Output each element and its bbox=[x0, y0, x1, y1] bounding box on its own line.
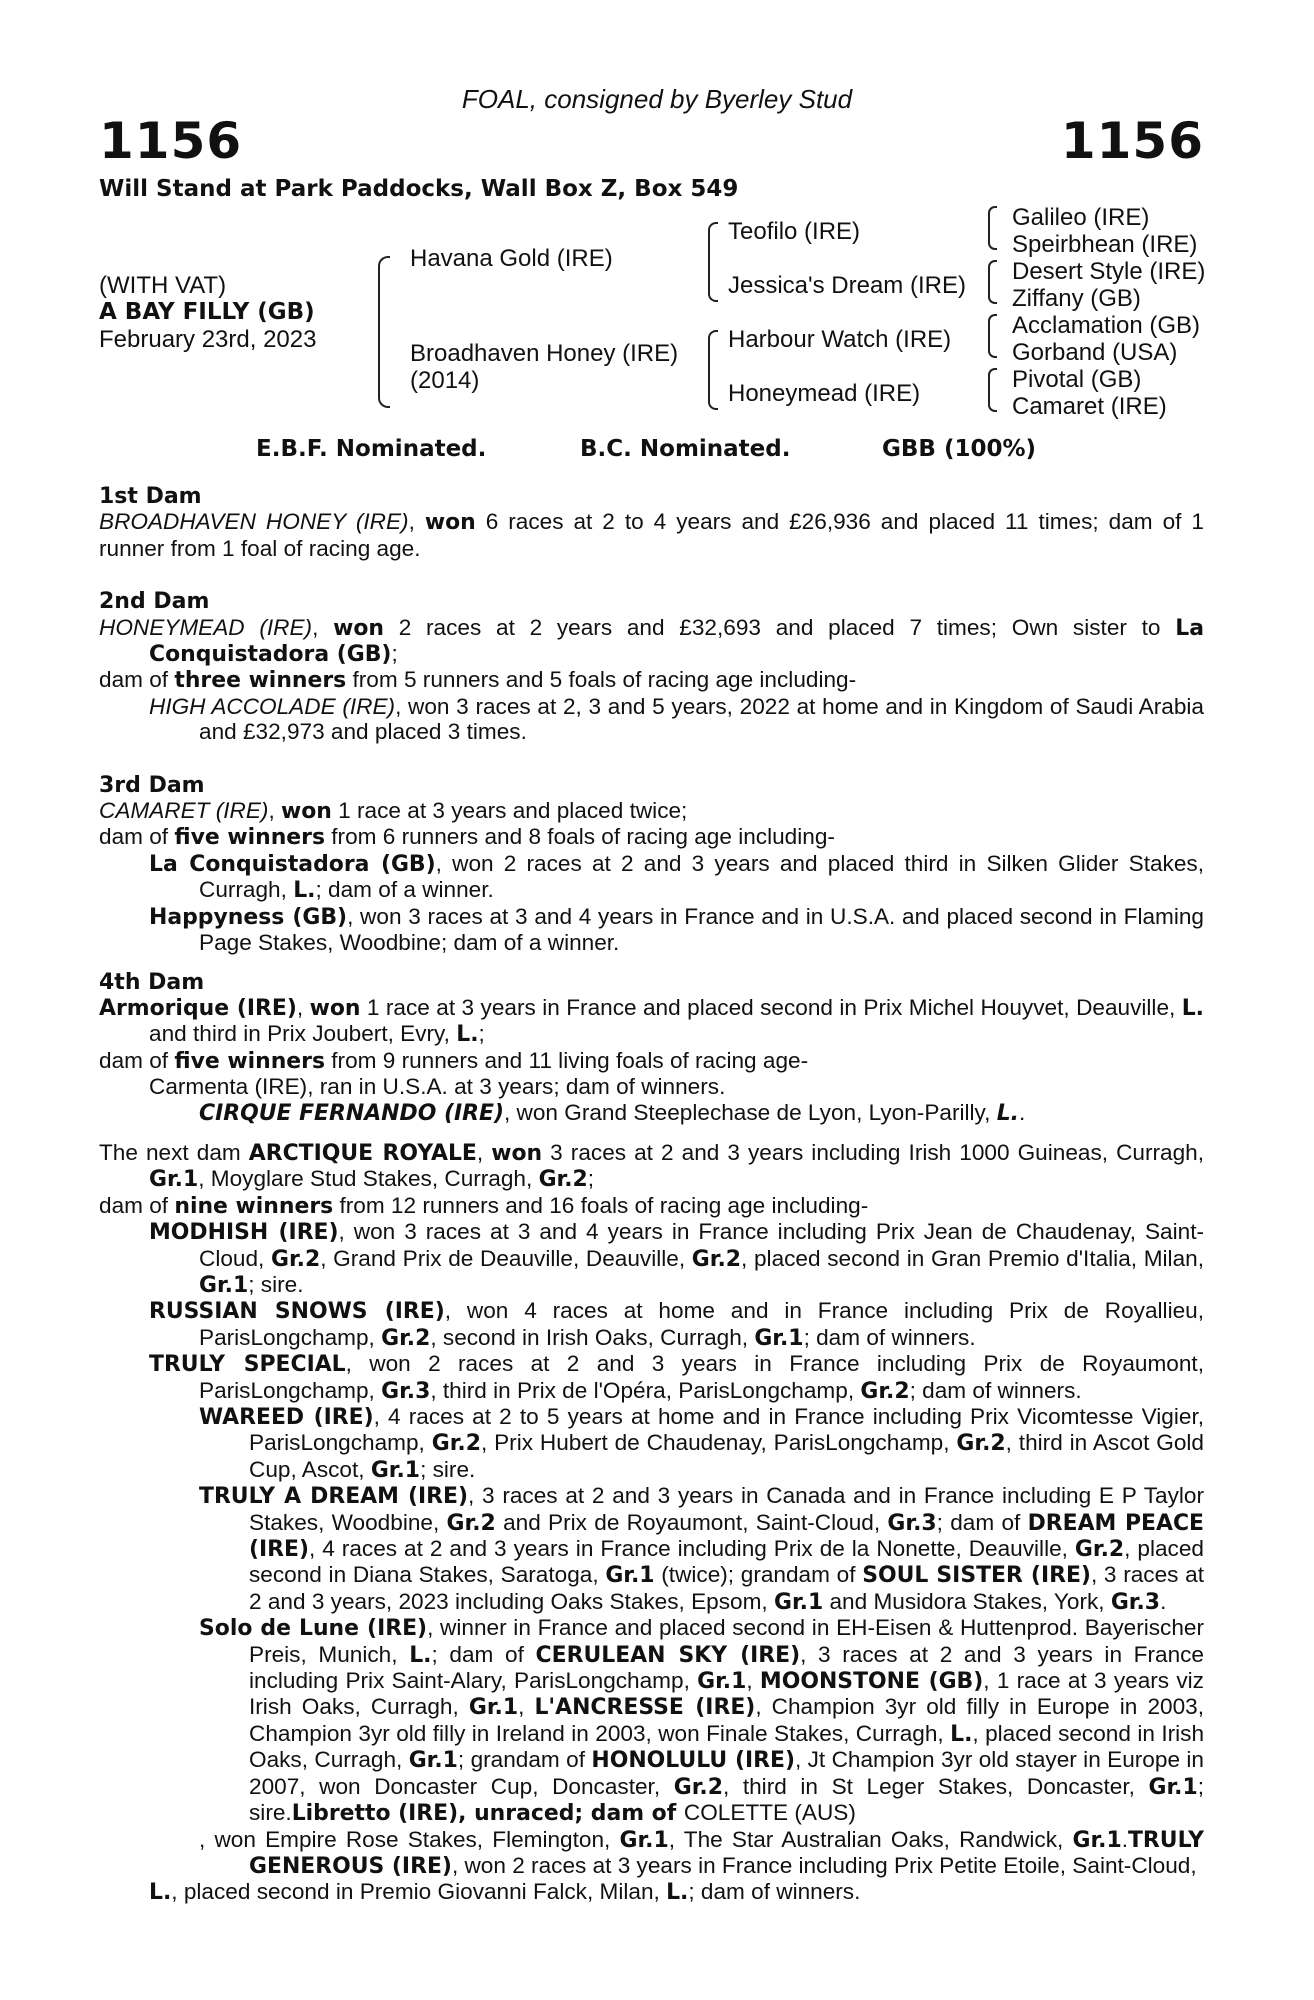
pedigree-dam: Broadhaven Honey (IRE) bbox=[410, 340, 679, 367]
foaling-date: February 23rd, 2023 bbox=[99, 326, 317, 353]
pedigree-brace-main bbox=[378, 256, 390, 408]
pedigree-ds: Harbour Watch (IRE) bbox=[728, 326, 952, 353]
pedigree-brace-ds bbox=[988, 314, 997, 358]
next-dam-foal-3: TRULY SPECIAL, won 2 races at 2 and 3 years in France including Prix de Royaumont, ParisLongchamp, Gr.3, third in Prix de l'Opéra, ParisLongchamp, Gr.2; dam of winners. bbox=[149, 1351, 1204, 1404]
pedigree-ddd: Camaret (IRE) bbox=[1012, 393, 1167, 420]
pedigree-dd: Honeymead (IRE) bbox=[728, 380, 921, 407]
pedigree-sss: Galileo (IRE) bbox=[1012, 204, 1150, 231]
next-dam-foal-4: L., placed second in Premio Giovanni Falck, Milan, L.; dam of winners. bbox=[149, 1879, 861, 1906]
next-dam-foal-1: MODHISH (IRE), won 3 races at 3 and 4 years in France including Prix Jean de Chaudenay, Saint-Cloud, Gr.2, Grand Prix de Deauville, Deauville, Gr.2, placed second in Gran Premio d'Italia, Milan, Gr.1; sire. bbox=[149, 1219, 1204, 1298]
fourth-dam-foal-1: Carmenta (IRE), ran in U.S.A. at 3 years; dam of winners. bbox=[149, 1074, 726, 1100]
pedigree-sire: Havana Gold (IRE) bbox=[410, 245, 613, 272]
second-dam-heading: 2nd Dam bbox=[99, 589, 210, 615]
next-dam-grandfoal-1: WAREED (IRE), 4 races at 2 to 5 years at home and in France including Prix Vicomtesse Vigier, ParisLongchamp, Gr.2, Prix Hubert de Chaudenay, ParisLongchamp, Gr.2, third in Ascot Gold Cup, Ascot, Gr.1; sire. bbox=[199, 1404, 1204, 1483]
next-dam-grandfoal-4: , won Empire Rose Stakes, Flemington, Gr.1, The Star Australian Oaks, Randwick, Gr.1.TRULY GENEROUS (IRE), won 2 races at 3 years in France including Prix Petite Etoile, Saint-Cloud, bbox=[199, 1826, 1204, 1879]
second-dam-entry: HONEYMEAD (IRE), won 2 races at 2 years and £32,693 and placed 7 times; Own sister to La Conquistadora (GB); bbox=[99, 614, 1204, 668]
next-dam-produce: dam of nine winners from 12 runners and 16 foals of racing age including- bbox=[99, 1192, 869, 1219]
next-dam-grandfoal-3: Solo de Lune (IRE), winner in France and placed second in EH-Eisen & Huttenprod. Bayerischer Preis, Munich, L.; dam of CERULEAN SKY (IRE), 3 races at 2 and 3 years in France including Prix Saint-Alary, ParisLongchamp, Gr.1, MOONSTONE (GB), 1 race at 3 years viz Irish Oaks, Curragh, Gr.1, L'ANCRESSE (IRE), Champion 3yr old filly in Europe in 2003, Champion 3yr old filly in Ireland in 2003, won Finale Stakes, Curragh, L., placed second in Irish Oaks, Curragh, Gr.1; grandam of HONOLULU (IRE), Jt Champion 3yr old stayer in Europe in 2007, won Doncaster Cup, Doncaster, Gr.2, third in St Leger Stakes, Doncaster, Gr.1; sire.Libretto (IRE), unraced; dam of COLETTE (AUS) bbox=[199, 1615, 1205, 1827]
third-dam-entry: CAMARET (IRE), won 1 race at 3 years and placed twice; bbox=[99, 798, 688, 825]
pedigree-ss: Teofilo (IRE) bbox=[728, 218, 861, 245]
pedigree-brace-sire bbox=[708, 222, 718, 302]
next-dam-foal-2: RUSSIAN SNOWS (IRE), won 4 races at home and in France including Prix de Royallieu, ParisLongchamp, Gr.2, second in Irish Oaks, Curragh, Gr.1; dam of winners. bbox=[149, 1298, 1204, 1351]
gbb-rating: GBB (100%) bbox=[882, 436, 1037, 462]
pedigree-brace-dd bbox=[988, 368, 997, 412]
stand-location: Will Stand at Park Paddocks, Wall Box Z, Box 549 bbox=[99, 176, 739, 202]
lot-number-left: 1156 bbox=[99, 112, 243, 170]
bc-nomination: B.C. Nominated. bbox=[580, 436, 791, 462]
second-dam-produce: dam of three winners from 5 runners and 5 foals of racing age including- bbox=[99, 667, 857, 694]
fourth-dam-heading: 4th Dam bbox=[99, 969, 205, 995]
third-dam-foal-1: La Conquistadora (GB), won 2 races at 2 and 3 years and placed third in Silken Glider Stakes, Curragh, L.; dam of a winner. bbox=[149, 850, 1204, 904]
pedigree-brace-ss bbox=[988, 206, 997, 250]
pedigree-dam-year: (2014) bbox=[410, 367, 480, 394]
fourth-dam-grandfoal-1: CIRQUE FERNANDO (IRE), won Grand Steeplechase de Lyon, Lyon-Parilly, L.. bbox=[199, 1099, 1026, 1126]
pedigree-sdd: Ziffany (GB) bbox=[1012, 285, 1141, 312]
pedigree-brace-dam bbox=[708, 330, 718, 410]
consignor-line: FOAL, consigned by Byerley Stud bbox=[461, 84, 853, 114]
third-dam-heading: 3rd Dam bbox=[99, 772, 205, 798]
pedigree-brace-sd bbox=[988, 260, 997, 304]
pedigree-sds: Desert Style (IRE) bbox=[1012, 258, 1206, 285]
ebf-nomination: E.B.F. Nominated. bbox=[256, 436, 487, 462]
second-dam-foal-1: HIGH ACCOLADE (IRE), won 3 races at 2, 3 and 5 years, 2022 at home and in Kingdom of Saudi Arabia and £32,973 and placed 3 times. bbox=[149, 693, 1204, 745]
horse-name: A BAY FILLY (GB) bbox=[99, 299, 315, 325]
lot-number-right: 1156 bbox=[1060, 112, 1204, 170]
vat-note: (WITH VAT) bbox=[99, 272, 227, 299]
third-dam-produce: dam of five winners from 6 runners and 8 foals of racing age including- bbox=[99, 824, 835, 851]
fourth-dam-produce: dam of five winners from 9 runners and 11 living foals of racing age- bbox=[99, 1047, 809, 1074]
pedigree-dss: Acclamation (GB) bbox=[1012, 312, 1201, 339]
pedigree-dds: Pivotal (GB) bbox=[1012, 366, 1142, 393]
next-dam-grandfoal-2: TRULY A DREAM (IRE), 3 races at 2 and 3 years in Canada and in France including E P Taylor Stakes, Woodbine, Gr.2 and Prix de Royaumont, Saint-Cloud, Gr.3; dam of DREAM PEACE (IRE), 4 races at 2 and 3 years in France including Prix de la Nonette, Deauville, Gr.2, placed second in Diana Stakes, Saratoga, Gr.1 (twice); grandam of SOUL SISTER (IRE), 3 races at 2 and 3 years, 2023 including Oaks Stakes, Epsom, Gr.1 and Musidora Stakes, York, Gr.3. bbox=[199, 1483, 1204, 1615]
pedigree-dsd: Gorband (USA) bbox=[1012, 339, 1178, 366]
third-dam-foal-2: Happyness (GB), won 3 races at 3 and 4 years in France and in U.S.A. and placed second in Flaming Page Stakes, Woodbine; dam of a winner. bbox=[149, 903, 1204, 956]
first-dam-heading: 1st Dam bbox=[99, 484, 202, 509]
produce-record bbox=[99, 484, 1204, 1906]
pedigree-ssd: Speirbhean (IRE) bbox=[1012, 231, 1198, 258]
fourth-dam-entry: Armorique (IRE), won 1 race at 3 years in France and placed second in Prix Michel Houyvet, Deauville, L. and third in Prix Joubert, Evry, L.; bbox=[99, 994, 1204, 1048]
next-dam-entry: The next dam ARCTIQUE ROYALE, won 3 races at 2 and 3 years including Irish 1000 Guineas, Curragh, Gr.1, Moyglare Stud Stakes, Curragh, Gr.2; bbox=[99, 1139, 1204, 1193]
first-dam-entry: BROADHAVEN HONEY (IRE), won 6 races at 2 to 4 years and £26,936 and placed 11 times; dam of 1 runner from 1 foal of racing age. bbox=[99, 509, 1204, 561]
pedigree-sd: Jessica's Dream (IRE) bbox=[728, 272, 966, 299]
